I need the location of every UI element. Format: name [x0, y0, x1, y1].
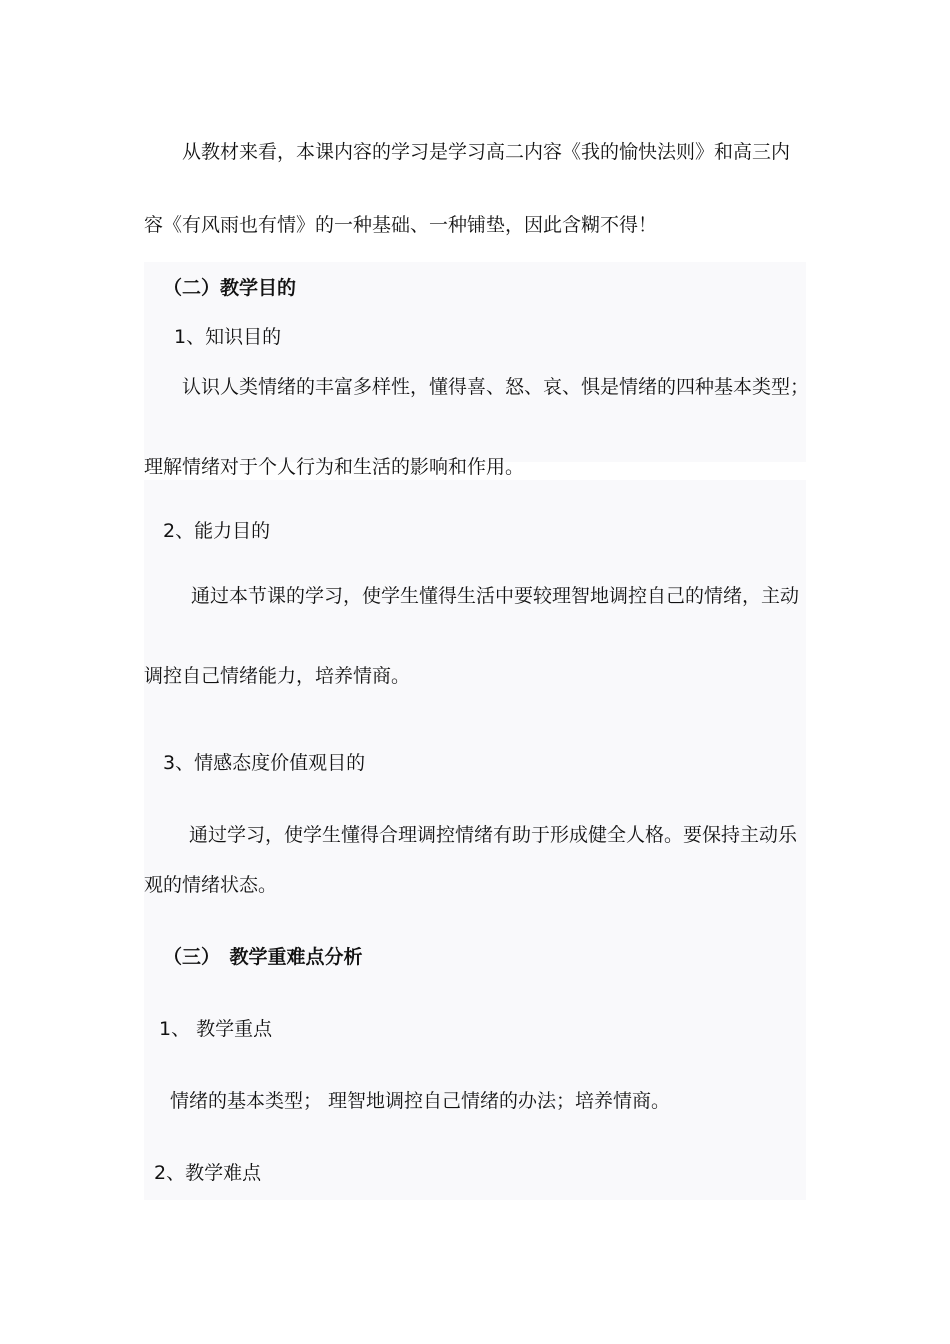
- ability-goal-line-1: 通过本节课的学习，使学生懂得生活中要较理智地调控自己的情绪，主动: [191, 585, 800, 607]
- attitude-goal-line-2: 观的情绪状态。: [144, 874, 278, 896]
- ability-goal-line-2: 调控自己情绪能力，培养情商。: [144, 665, 411, 687]
- key-point-line-1: 情绪的基本类型； 理智地调控自己情绪的办法；培养情商。: [170, 1090, 671, 1112]
- knowledge-goal-line-2: 理解情绪对于个人行为和生活的影响和作用。: [144, 456, 525, 478]
- ability-goal-title: 2、能力目的: [163, 520, 271, 542]
- attitude-goal-title: 3、情感态度价值观目的: [163, 752, 366, 774]
- knowledge-goal-title: 1、知识目的: [174, 326, 282, 348]
- section-heading-key-difficult-points: （三） 教学重难点分析: [163, 946, 363, 968]
- intro-paragraph-line-2: 容《有风雨也有情》的一种基础、一种铺垫，因此含糊不得！: [144, 214, 658, 236]
- knowledge-goal-line-1: 认识人类情绪的丰富多样性，懂得喜、怒、哀、惧是情绪的四种基本类型；: [182, 376, 810, 398]
- difficult-point-title: 2、教学难点: [154, 1162, 262, 1184]
- section-heading-teaching-objectives: （二）教学目的: [163, 277, 297, 299]
- intro-paragraph-line-1: 从教材来看，本课内容的学习是学习高二内容《我的愉快法则》和高三内: [182, 141, 791, 163]
- attitude-goal-line-1: 通过学习，使学生懂得合理调控情绪有助于形成健全人格。要保持主动乐: [189, 824, 798, 846]
- key-point-title: 1、 教学重点: [159, 1018, 273, 1040]
